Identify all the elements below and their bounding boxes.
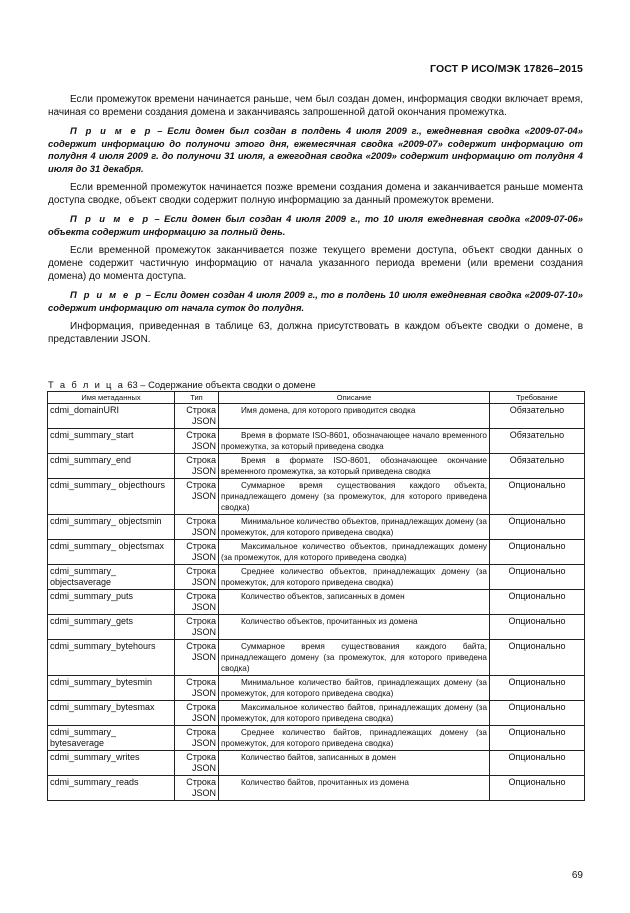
body-text	[48, 93, 583, 352]
table-row	[48, 776, 585, 801]
example-note	[48, 289, 583, 314]
example-label: П р и м е р	[70, 213, 151, 224]
cell-requirement: Опционально	[490, 590, 585, 615]
table-row	[48, 701, 585, 726]
example-text: – Если домен был создан 4 июля 2009 г., то 10 июля ежедневная сводка «2009-07-06» объекта содержит информацию за полный день.	[48, 213, 583, 237]
cell-description: Среднее количество объектов, принадлежащих домену (за промежуток, для которого приведена сводка)	[219, 565, 490, 590]
cell-type: Строка JSON	[175, 640, 219, 676]
cell-description: Минимальное количество объектов, принадлежащих домену (за промежуток, для которого приведена сводка)	[219, 515, 490, 540]
paragraph: Если временной промежуток начинается позже времени создания домена и заканчивается раньше момента доступа сводке, объект сводки содержит полную информацию за данный промежуток времени.	[48, 182, 583, 206]
cell-description: Время в формате ISO-8601, обозначающее окончание временного промежутка, за который приведена сводка	[219, 454, 490, 479]
cell-type: Строка JSON	[175, 479, 219, 515]
paragraph: Если промежуток времени начинается раньше, чем был создан домен, информация сводки включает время, начиная со времени создания домена и заканчиваясь запрошенной датой окончания промежутка.	[48, 94, 583, 118]
metadata-table	[47, 391, 585, 801]
table-caption-label: Т а б л и ц а	[48, 379, 125, 390]
cell-metadata-name: cdmi_summary_ objectsmax	[48, 540, 175, 565]
cell-requirement: Опционально	[490, 479, 585, 515]
cell-type: Строка JSON	[175, 676, 219, 701]
table-row	[48, 615, 585, 640]
cell-metadata-name: cdmi_summary_end	[48, 454, 175, 479]
table-row	[48, 540, 585, 565]
cell-type: Строка JSON	[175, 726, 219, 751]
cell-metadata-name: cdmi_summary_gets	[48, 615, 175, 640]
cell-requirement: Опционально	[490, 776, 585, 801]
table-row	[48, 429, 585, 454]
cell-description: Минимальное количество байтов, принадлежащих домену (за промежуток, для которого приведена сводка)	[219, 676, 490, 701]
cell-description: Количество байтов, записанных в домен	[219, 751, 490, 776]
paragraph: Если временной промежуток заканчивается позже текущего времени доступа, объект сводки данных о домене содержит частичную информацию от начала указанного периода времени (или времени создания домена) до момента доступа.	[48, 245, 583, 282]
column-header-type: Тип	[175, 392, 219, 404]
cell-requirement: Обязательно	[490, 454, 585, 479]
cell-requirement: Опционально	[490, 726, 585, 751]
cell-type: Строка JSON	[175, 404, 219, 429]
cell-requirement: Опционально	[490, 615, 585, 640]
table-row	[48, 590, 585, 615]
cell-requirement: Обязательно	[490, 429, 585, 454]
table-row	[48, 404, 585, 429]
example-note	[48, 125, 583, 175]
cell-description: Время в формате ISO-8601, обозначающее начало временного промежутка, за который приведена сводка	[219, 429, 490, 454]
table-body	[48, 404, 585, 801]
cell-requirement: Опционально	[490, 701, 585, 726]
table-row	[48, 515, 585, 540]
cell-description: Суммарное время существования каждого байта, принадлежащего домену (за промежуток, для которого приведена сводка)	[219, 640, 490, 676]
cell-type: Строка JSON	[175, 751, 219, 776]
cell-description: Количество байтов, прочитанных из домена	[219, 776, 490, 801]
cell-requirement: Опционально	[490, 565, 585, 590]
table-row	[48, 751, 585, 776]
cell-requirement: Опционально	[490, 751, 585, 776]
cell-metadata-name: cdmi_summary_writes	[48, 751, 175, 776]
paragraph: Информация, приведенная в таблице 63, должна присутствовать в каждом объекте сводки о домене, в представлении JSON.	[48, 321, 583, 345]
table-row	[48, 676, 585, 701]
cell-description: Суммарное время существования каждого объекта, принадлежащего домену (за промежуток, для которого приведена сводка)	[219, 479, 490, 515]
cell-metadata-name: cdmi_summary_ objectsaverage	[48, 565, 175, 590]
cell-description: Количество объектов, записанных в домен	[219, 590, 490, 615]
cell-type: Строка JSON	[175, 515, 219, 540]
example-text: – Если домен создан 4 июля 2009 г., то в полдень 10 июля ежедневная сводка «2009-07-10» содержит информацию от начала суток до полудня.	[48, 289, 583, 313]
cell-metadata-name: cdmi_summary_puts	[48, 590, 175, 615]
column-header-name: Имя метаданных	[48, 392, 175, 404]
cell-metadata-name: cdmi_summary_ objecthours	[48, 479, 175, 515]
cell-metadata-name: cdmi_summary_ objectsmin	[48, 515, 175, 540]
cell-requirement: Опционально	[490, 540, 585, 565]
table-caption-text: 63 – Содержание объекта сводки о домене	[124, 379, 316, 390]
table-row	[48, 454, 585, 479]
cell-requirement: Опционально	[490, 640, 585, 676]
cell-description: Количество объектов, прочитанных из домена	[219, 615, 490, 640]
example-note	[48, 213, 583, 238]
cell-type: Строка JSON	[175, 590, 219, 615]
table-row	[48, 565, 585, 590]
cell-metadata-name: cdmi_summary_ bytesaverage	[48, 726, 175, 751]
cell-metadata-name: cdmi_domainURI	[48, 404, 175, 429]
example-label: П р и м е р	[70, 289, 143, 300]
table-row	[48, 726, 585, 751]
cell-description: Максимальное количество байтов, принадлежащих домену (за промежуток, для которого приведена сводка)	[219, 701, 490, 726]
page-number: 69	[571, 870, 583, 881]
cell-requirement: Обязательно	[490, 404, 585, 429]
example-text: – Если домен был создан в полдень 4 июля 2009 г., ежедневная сводка «2009-07-04» содержит информацию до полуночи этого дня, ежемесячная сводка «2009-07» содержит информацию от полудня 4 июля 2009 г. до полуночи 31 июля, а ежегодная сводка «2009» содержит информацию от полудня 4 июля до 31 декабря.	[48, 125, 583, 174]
example-label: П р и м е р	[70, 125, 153, 136]
cell-requirement: Опционально	[490, 515, 585, 540]
table-caption	[48, 379, 316, 390]
cell-requirement: Опционально	[490, 676, 585, 701]
cell-description: Имя домена, для которого приводится сводка	[219, 404, 490, 429]
cell-type: Строка JSON	[175, 540, 219, 565]
cell-type: Строка JSON	[175, 429, 219, 454]
page-header: ГОСТ Р ИСО/МЭК 17826–2015	[430, 63, 583, 75]
cell-type: Строка JSON	[175, 701, 219, 726]
column-header-requirement: Требование	[490, 392, 585, 404]
cell-metadata-name: cdmi_summary_bytesmin	[48, 676, 175, 701]
cell-type: Строка JSON	[175, 776, 219, 801]
cell-type: Строка JSON	[175, 565, 219, 590]
cell-description: Среднее количество байтов, принадлежащих домену (за промежуток, для которого приведена сводка)	[219, 726, 490, 751]
cell-metadata-name: cdmi_summary_bytesmax	[48, 701, 175, 726]
table-row	[48, 479, 585, 515]
cell-metadata-name: cdmi_summary_reads	[48, 776, 175, 801]
table-header-row	[48, 392, 585, 404]
cell-type: Строка JSON	[175, 615, 219, 640]
cell-type: Строка JSON	[175, 454, 219, 479]
cell-description: Максимальное количество объектов, принадлежащих домену (за промежуток, для которого приведена сводка)	[219, 540, 490, 565]
cell-metadata-name: cdmi_summary_start	[48, 429, 175, 454]
column-header-description: Описание	[219, 392, 490, 404]
cell-metadata-name: cdmi_summary_bytehours	[48, 640, 175, 676]
table-row	[48, 640, 585, 676]
